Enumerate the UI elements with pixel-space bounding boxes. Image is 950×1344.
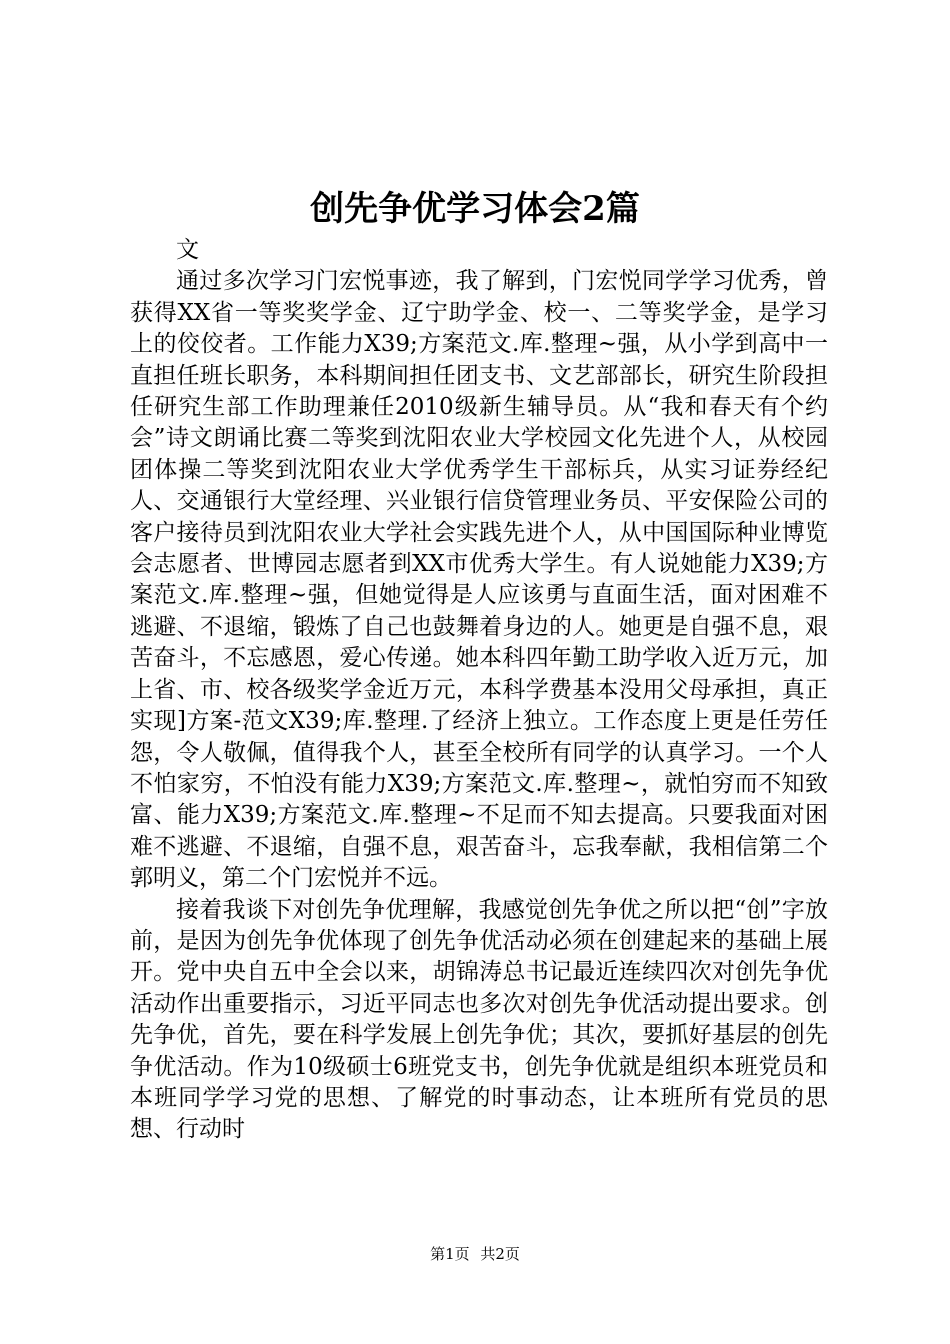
document-title: 创先争优学习体会2篇: [310, 189, 640, 229]
page-footer: [0, 1244, 950, 1264]
document-body: [130, 235, 828, 1146]
page-number-current: 第1页: [430, 1245, 470, 1263]
paragraph-1: 通过多次学习门宏悦事迹，我了解到，门宏悦同学学习优秀，曾获得XX省一等奖奖学金、辽宁助学金、校一、二等奖学金，是学习上的佼佼者。工作能力X39;方案范文.库.整理~强，从小学到高中一直担任班长职务，本科期间担任团支书、文艺部部长，研究生阶段担任研究生部工作助理兼任2010级新生辅导员。从“我和春天有个约会”诗文朗诵比赛二等奖到沈阳农业大学校园文化先进个人，从校园团体操二等奖到沈阳农业大学优秀学生干部标兵，从实习证券经纪人、交通银行大堂经理、兴业银行信贷管理业务员、平安保险公司的客户接待员到沈阳农业大学社会实践先进个人，从中国国际种业博览会志愿者、世博园志愿者到XX市优秀大学生。有人说她能力X39;方案范文.库.整理~强，但她觉得是人应该勇与直面生活，面对困难不逃避、不退缩，锻炼了自己也鼓舞着身边的人。她更是自强不息，艰苦奋斗，不忘感恩，爱心传递。她本科四年勤工助学收入近万元，加上省、市、校各级奖学金近万元，本科学费基本没用父母承担，真正实现]方案-范文X39;库.整理.了经济上独立。工作态度上更是任劳任怨，令人敬佩，值得我个人，甚至全校所有同学的认真学习。一个人不怕家穷，不怕没有能力X39;方案范文.库.整理~，就怕穷而不知致富、能力X39;方案范文.库.整理~不足而不知去提高。只要我面对困难不逃避、不退缩，自强不息，艰苦奋斗，忘我奉献，我相信第二个郭明义，第二个门宏悦并不远。: [130, 268, 828, 892]
page-number-total: 共2页: [480, 1245, 520, 1263]
paragraph-2: 接着我谈下对创先争优理解，我感觉创先争优之所以把“创”字放前，是因为创先争优体现了创先争优活动必须在创建起来的基础上展开。党中央自五中全会以来，胡锦涛总书记最近连续四次对创先争优活动作出重要指示，习近平同志也多次对创先争优活动提出要求。创先争优，首先，要在科学发展上创先争优；其次，要抓好基层的创先争优活动。作为10级硕士6班党支书，创先争优就是组织本班党员和本班同学学习党的思想、了解党的时事动态，让本班所有党员的思想、行动时: [130, 896, 828, 1143]
paragraph-author: 文: [176, 237, 199, 263]
